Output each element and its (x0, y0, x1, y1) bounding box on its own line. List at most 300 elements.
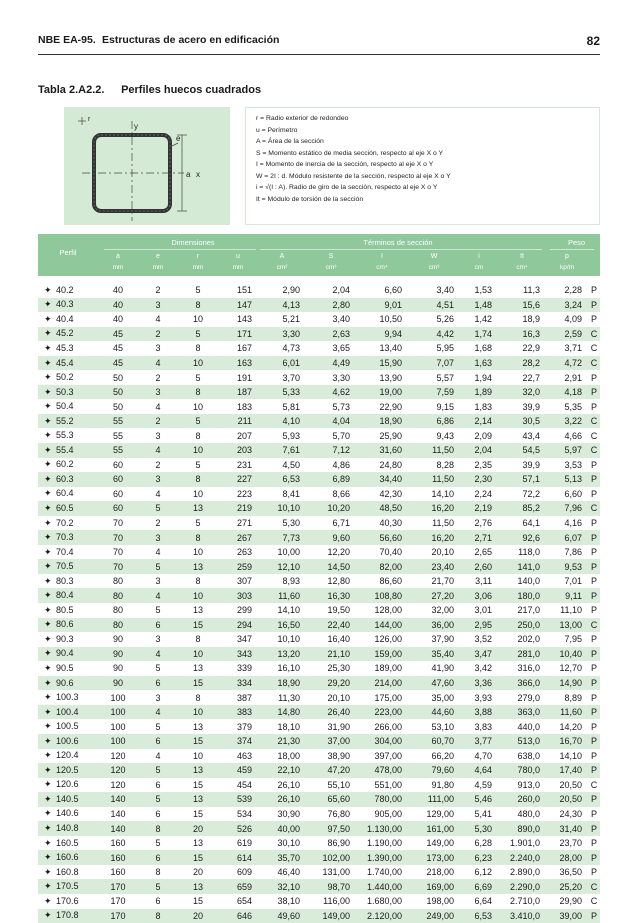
cell-inertia: 128,00 (374, 605, 402, 616)
cell-u: 299 (236, 605, 252, 616)
legend-item: W = 2I : d. Módulo resistente de la sección, respecto al eje X o Y (256, 172, 451, 180)
cell-i: 2,60 (460, 559, 498, 574)
col-u: u (236, 253, 240, 260)
table-row (38, 588, 600, 603)
label-r: r (88, 116, 91, 123)
table-row (38, 458, 600, 473)
cell-a: 170 (98, 879, 138, 894)
cell-p: 3,22 (546, 414, 588, 429)
cell-u: 526 (218, 821, 258, 836)
cell-inertia: 214,00 (356, 676, 408, 691)
cell-availability: C (588, 414, 600, 429)
cell-perfil (38, 894, 98, 909)
cell-inertia: 42,30 (379, 488, 402, 499)
perfil-label: 120.5 (56, 764, 79, 775)
cell-inertia: 15,90 (356, 356, 408, 371)
cell-u: 143 (236, 314, 252, 325)
cell-w: 249,00 (408, 909, 460, 923)
perfil-label: 80.3 (56, 575, 74, 586)
cell-i: 2,71 (460, 530, 498, 545)
cell-a: 60 (112, 488, 123, 499)
cell-it: 2.240,0 (498, 850, 546, 865)
unit-inertia: cm⁴ (376, 264, 388, 271)
cell-availability: C (588, 327, 600, 342)
cell-inertia: 18,90 (356, 414, 408, 429)
cell-a: 120 (110, 750, 126, 761)
table-title (38, 84, 261, 96)
cell-a: 100 (110, 692, 126, 703)
section-cross-icon: ✦ (44, 837, 52, 848)
cell-availability: P (588, 647, 600, 662)
cell-p: 3,53 (564, 459, 582, 470)
cell-s: 47,20 (306, 763, 356, 778)
legend-item: A = Área de la sección (256, 138, 324, 145)
perfil-label: 170.8 (56, 910, 79, 921)
cell-a: 26,10 (258, 792, 306, 807)
perfil-label: 40.3 (56, 299, 74, 310)
cell-p: 3,24 (546, 298, 588, 313)
cell-i: 3,52 (474, 634, 492, 645)
cell-it: 30,5 (498, 414, 546, 429)
symbol-legend (245, 107, 600, 225)
cell-perfil (38, 909, 98, 923)
cell-i: 5,41 (474, 808, 492, 819)
cell-s: 2,04 (332, 285, 350, 296)
cell-w: 79,60 (408, 763, 460, 778)
table-row (38, 341, 600, 356)
label-y: y (134, 122, 138, 131)
cell-a: 30,90 (277, 808, 300, 819)
section-cross-icon: ✦ (44, 590, 52, 601)
section-cross-icon: ✦ (44, 604, 52, 615)
cell-inertia: 189,00 (374, 663, 402, 674)
cell-r: 13 (178, 559, 218, 574)
col-w: W (430, 253, 438, 260)
group-terminos: Términos de sección (363, 238, 433, 247)
perfil-label: 100.5 (56, 721, 79, 732)
cell-w: 60,70 (408, 734, 460, 749)
cell-s: 2,63 (306, 327, 356, 342)
table-row (38, 850, 600, 865)
section-cross-icon: ✦ (44, 459, 52, 470)
cell-it: 92,6 (498, 530, 546, 545)
cell-a: 5,21 (282, 314, 300, 325)
cell-s: 6,71 (332, 518, 350, 529)
section-cross-icon: ✦ (44, 866, 52, 877)
cell-i: 3,93 (474, 692, 492, 703)
cell-e: 2 (155, 372, 161, 383)
cell-a: 40 (112, 314, 123, 325)
section-cross-icon: ✦ (44, 662, 52, 673)
cell-s: 16,30 (306, 588, 356, 603)
cell-a: 120 (110, 779, 126, 790)
cell-u: 303 (218, 588, 258, 603)
cell-u: 379 (236, 721, 252, 732)
cell-u: 343 (218, 647, 258, 662)
cell-r: 13 (178, 879, 218, 894)
cell-a: 70 (112, 518, 123, 529)
cell-u: 609 (236, 867, 252, 878)
table-row (38, 487, 600, 502)
cell-perfil (38, 370, 98, 385)
cell-inertia: 9,01 (356, 298, 408, 313)
cell-w: 218,00 (426, 867, 454, 878)
cell-availability: P (588, 676, 600, 691)
cell-s: 4,62 (306, 385, 356, 400)
cell-a: 4,73 (282, 343, 300, 354)
cell-w: 149,00 (426, 838, 454, 849)
cell-w: 4,51 (408, 298, 460, 313)
cell-r: 10 (192, 750, 203, 761)
cell-s: 37,00 (306, 734, 356, 749)
cell-s: 14,50 (306, 559, 356, 574)
cell-perfil (38, 690, 98, 705)
cell-s: 7,12 (306, 443, 356, 458)
perfil-label: 70.5 (56, 561, 74, 572)
cell-availability: C (588, 618, 600, 633)
cell-u: 151 (236, 285, 252, 296)
cell-i: 1,83 (474, 401, 492, 412)
cell-p: 17,40 (546, 763, 588, 778)
group-rule-peso (550, 249, 594, 250)
cell-a: 80 (98, 618, 138, 633)
cell-a: 6,01 (258, 356, 306, 371)
cell-inertia: 159,00 (356, 647, 408, 662)
cell-e: 5 (138, 501, 178, 516)
section-cross-icon: ✦ (44, 546, 52, 557)
cell-it: 22,9 (522, 343, 540, 354)
cell-it: 3.410,0 (498, 909, 546, 923)
cell-u: 191 (236, 372, 252, 383)
cell-inertia: 1.190,00 (366, 838, 402, 849)
cell-i: 6,69 (460, 879, 498, 894)
cell-i: 6,53 (460, 909, 498, 923)
cell-availability: P (588, 530, 600, 545)
cell-i: 4,70 (474, 750, 492, 761)
cell-a: 3,70 (282, 372, 300, 383)
cell-s: 4,86 (332, 459, 350, 470)
cell-perfil (38, 705, 98, 720)
cell-s: 10,20 (306, 501, 356, 516)
unit-s: cm³ (325, 264, 337, 271)
group-peso: Peso (567, 238, 586, 247)
section-cross-icon: ✦ (44, 619, 52, 630)
col-s: S (328, 253, 334, 260)
cell-i: 6,28 (474, 838, 492, 849)
table-row (38, 501, 600, 516)
cell-u: 259 (218, 559, 258, 574)
cell-availability: P (590, 867, 597, 878)
perfil-label: 50.3 (56, 386, 74, 397)
cell-r: 15 (192, 808, 203, 819)
cell-i: 5,30 (460, 821, 498, 836)
cell-it: 217,0 (517, 605, 540, 616)
cell-a: 18,90 (258, 676, 306, 691)
cell-a: 100 (98, 705, 138, 720)
cell-a: 45 (112, 343, 123, 354)
cell-a: 90 (112, 634, 123, 645)
cell-r: 5 (178, 327, 218, 342)
cell-perfil (38, 618, 98, 633)
cell-availability: P (590, 401, 597, 412)
cell-p: 9,11 (546, 588, 588, 603)
cell-i: 3,36 (460, 676, 498, 691)
cell-s: 29,20 (306, 676, 356, 691)
perfil-label: 40.2 (56, 284, 74, 295)
cell-inertia: 266,00 (374, 721, 402, 732)
table-row (38, 865, 600, 880)
cell-e: 3 (155, 430, 161, 441)
cell-p: 7,86 (564, 547, 582, 558)
cell-e: 5 (138, 879, 178, 894)
cell-availability: P (588, 298, 600, 313)
cell-a: 50 (112, 372, 123, 383)
cell-p: 9,53 (546, 559, 588, 574)
section-cross-icon: ✦ (44, 342, 52, 353)
cell-a: 60 (112, 459, 123, 470)
cell-inertia: 905,00 (374, 808, 402, 819)
cell-s: 38,90 (327, 750, 350, 761)
cell-availability: P (590, 372, 597, 383)
table-row (38, 298, 600, 313)
cell-it: 22,7 (522, 372, 540, 383)
cell-p: 7,01 (564, 576, 582, 587)
cell-e: 2 (138, 327, 178, 342)
group-rule-dimensiones (104, 249, 256, 250)
section-cross-icon: ✦ (44, 313, 52, 324)
cell-u: 454 (236, 779, 252, 790)
cell-inertia: 175,00 (374, 692, 402, 703)
cell-s: 55,10 (327, 779, 350, 790)
cell-e: 4 (138, 356, 178, 371)
perfil-label: 45.4 (56, 357, 74, 368)
perfil-label: 45.3 (56, 342, 74, 353)
cell-perfil (38, 385, 98, 400)
cell-e: 4 (155, 750, 161, 761)
cell-s: 20,10 (327, 692, 350, 703)
cell-a: 13,20 (258, 647, 306, 662)
cell-inertia: 9,94 (356, 327, 408, 342)
cell-w: 161,00 (408, 821, 460, 836)
cell-p: 13,00 (546, 618, 588, 633)
cell-s: 3,65 (332, 343, 350, 354)
section-cross-icon: ✦ (44, 881, 52, 892)
cell-it: 1.901,0 (509, 838, 540, 849)
cell-w: 44,60 (408, 705, 460, 720)
cell-p: 39,00 (546, 909, 588, 923)
cell-inertia: 34,40 (356, 472, 408, 487)
cell-w: 66,20 (431, 750, 454, 761)
cell-w: 7,59 (408, 385, 460, 400)
cell-s: 5,73 (332, 401, 350, 412)
cell-perfil (38, 458, 98, 473)
cell-r: 8 (195, 576, 201, 587)
cell-availability: P (590, 838, 597, 849)
cell-r: 10 (178, 443, 218, 458)
perfil-label: 80.4 (56, 590, 74, 601)
cell-p: 36,50 (559, 867, 582, 878)
cell-p: 2,28 (564, 285, 582, 296)
cell-it: 18,9 (522, 314, 540, 325)
cell-availability: P (588, 705, 600, 720)
cell-r: 8 (195, 343, 201, 354)
table-row (38, 559, 600, 574)
cell-a: 5,93 (282, 430, 300, 441)
perfil-label: 170.6 (56, 895, 79, 906)
cell-p: 4,18 (546, 385, 588, 400)
cell-it: 780,0 (498, 763, 546, 778)
perfil-label: 140.5 (56, 793, 79, 804)
cell-it: 638,0 (517, 750, 540, 761)
table-row (38, 734, 600, 749)
cell-w: 173,00 (408, 850, 460, 865)
cell-u: 183 (236, 401, 252, 412)
cell-perfil (38, 298, 98, 313)
perfil-label: 90.6 (56, 677, 74, 688)
cell-s: 116,00 (323, 896, 350, 907)
cell-perfil (38, 632, 98, 647)
cell-s: 97,50 (306, 821, 356, 836)
cell-availability: C (590, 779, 598, 790)
cell-a: 8,41 (282, 488, 300, 499)
cell-p: 4,09 (564, 314, 582, 325)
cell-inertia: 126,00 (374, 634, 402, 645)
table-row (38, 428, 600, 443)
page-number: 82 (586, 34, 600, 48)
section-cross-icon: ✦ (44, 692, 52, 703)
cell-a: 60 (98, 501, 138, 516)
col-i: i (478, 253, 480, 260)
cell-availability: P (590, 721, 597, 732)
page-header (38, 34, 600, 50)
cell-u: 203 (218, 443, 258, 458)
cell-e: 8 (138, 909, 178, 923)
section-cross-icon: ✦ (44, 386, 52, 397)
cell-perfil (38, 341, 98, 356)
cell-availability: C (588, 501, 600, 516)
cell-p: 16,70 (546, 734, 588, 749)
cell-it: 2.710,0 (509, 896, 540, 907)
cell-s: 2,80 (306, 298, 356, 313)
cell-perfil (38, 879, 98, 894)
cell-inertia: 780,00 (356, 792, 408, 807)
cell-a: 30,10 (277, 838, 300, 849)
cell-i: 1,68 (474, 343, 492, 354)
cell-i: 2,65 (474, 547, 492, 558)
cell-r: 10 (178, 588, 218, 603)
cell-r: 8 (178, 385, 218, 400)
cell-a: 3,30 (258, 327, 306, 342)
table-row (38, 530, 600, 545)
cell-a: 80 (112, 605, 123, 616)
cell-r: 8 (178, 530, 218, 545)
cell-a: 55 (98, 443, 138, 458)
cell-s: 22,40 (306, 618, 356, 633)
table-row (38, 399, 600, 414)
cell-w: 11,50 (408, 443, 460, 458)
cell-s: 19,50 (327, 605, 350, 616)
cell-availability: P (590, 518, 597, 529)
cell-a: 26,10 (277, 779, 300, 790)
cell-s: 4,49 (306, 356, 356, 371)
cell-e: 5 (138, 792, 178, 807)
cell-u: 294 (218, 618, 258, 633)
cell-it: 140,0 (517, 576, 540, 587)
cell-w: 11,50 (408, 472, 460, 487)
cell-inertia: 1.130,00 (356, 821, 408, 836)
cell-perfil (38, 588, 98, 603)
cell-a: 11,60 (258, 588, 306, 603)
section-cross-icon: ✦ (44, 750, 52, 761)
cell-a: 7,73 (258, 530, 306, 545)
cell-a: 4,13 (258, 298, 306, 313)
cell-a: 38,10 (277, 896, 300, 907)
cell-inertia: 13,90 (379, 372, 402, 383)
cell-u: 654 (236, 896, 252, 907)
cell-s: 65,60 (306, 792, 356, 807)
cell-it: 57,1 (498, 472, 546, 487)
cell-p: 14,20 (559, 721, 582, 732)
cell-inertia: 1.680,00 (366, 896, 402, 907)
cell-i: 3,11 (475, 576, 492, 587)
cell-a: 8,93 (282, 576, 300, 587)
legend-item: r = Radio exterior de redondeo (256, 115, 349, 122)
cell-perfil (38, 734, 98, 749)
cell-it: 250,0 (498, 618, 546, 633)
cell-w: 198,00 (426, 896, 454, 907)
cell-r: 13 (192, 838, 203, 849)
cell-p: 4,16 (564, 518, 582, 529)
perfil-label: 80.5 (56, 604, 74, 615)
section-cross-icon: ✦ (44, 561, 52, 572)
perfil-label: 120.4 (56, 750, 79, 761)
cell-s: 4,04 (306, 414, 356, 429)
cell-w: 169,00 (408, 879, 460, 894)
cell-e: 4 (155, 488, 161, 499)
cell-a: 21,30 (258, 734, 306, 749)
cell-it: 39,9 (522, 459, 540, 470)
cell-w: 14,10 (431, 488, 454, 499)
table-header (38, 234, 600, 276)
unit-r: mm (192, 264, 204, 271)
cell-i: 4,59 (474, 779, 492, 790)
cell-it: 85,2 (498, 501, 546, 516)
cell-perfil (38, 865, 98, 880)
cell-a: 10,00 (277, 547, 300, 558)
table-row (38, 356, 600, 371)
cell-r: 5 (195, 518, 201, 529)
cell-i: 6,23 (460, 850, 498, 865)
cell-u: 539 (218, 792, 258, 807)
cell-w: 11,50 (432, 518, 454, 529)
cell-s: 102,00 (306, 850, 356, 865)
cell-e: 3 (155, 343, 161, 354)
cell-i: 1,89 (460, 385, 498, 400)
cell-p: 31,40 (546, 821, 588, 836)
cell-e: 3 (138, 472, 178, 487)
cell-e: 5 (138, 559, 178, 574)
cell-p: 5,97 (546, 443, 588, 458)
cell-availability: C (588, 879, 600, 894)
cell-inertia: 22,90 (379, 401, 402, 412)
section-cross-icon: ✦ (44, 735, 52, 746)
cell-perfil (38, 312, 98, 327)
cell-r: 20 (178, 909, 218, 923)
cell-e: 3 (138, 298, 178, 313)
cell-r: 15 (178, 618, 218, 633)
perfil-label: 45.2 (56, 328, 74, 339)
cell-u: 147 (218, 298, 258, 313)
